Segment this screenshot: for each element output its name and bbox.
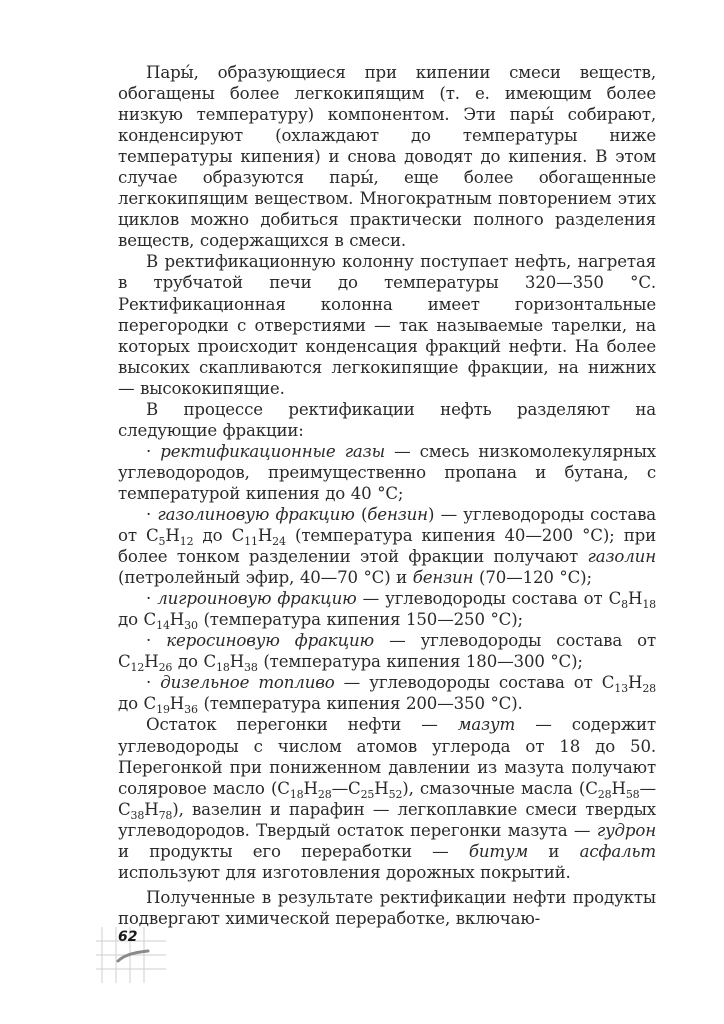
subscript: 28	[317, 787, 332, 801]
text: — углеводороды состава от С	[356, 589, 622, 609]
term: ректификационные газы	[160, 441, 385, 461]
text: Н	[303, 778, 318, 798]
text: (70—120 °С);	[473, 568, 592, 588]
text: и	[528, 841, 580, 861]
term: дизельное топливо	[160, 673, 335, 693]
bullet: ·	[146, 631, 152, 651]
text: до С	[118, 694, 157, 714]
subscript: 11	[244, 535, 258, 549]
subscript: 36	[184, 703, 198, 717]
text: —С	[331, 778, 361, 798]
text: (температура кипения 150—250 °С);	[197, 610, 523, 630]
text: (температура кипения 180—300 °С);	[257, 652, 583, 672]
fraction-item-gases	[118, 441, 656, 504]
paragraph-residue	[118, 714, 656, 882]
subscript: 14	[156, 619, 170, 633]
fraction-item-ligroin	[118, 588, 657, 633]
text: — содержит углеводороды с числом атомов углерода от 18 до 50. Перегонкой при пониженном давлении из мазута получают соляровое масло (С	[118, 715, 656, 798]
subscript: 30	[184, 619, 198, 633]
text: и продукты его переработки —	[118, 841, 469, 861]
subscript: 24	[272, 535, 286, 549]
subscript: 25	[360, 787, 375, 801]
term: газолин	[587, 547, 656, 567]
text: — углеводороды состава от С	[118, 504, 657, 546]
text: Н	[257, 526, 273, 546]
text: (	[354, 504, 368, 524]
subscript: 18	[642, 598, 657, 612]
subscript: 13	[614, 682, 628, 696]
subscript: 38	[130, 808, 145, 822]
subscript: 18	[289, 787, 304, 801]
text: до С	[193, 526, 245, 546]
text: ), вазелин и парафин — легкоплавкие смеси твердых углеводородов. Твердый остаток перегонки мазута —	[118, 799, 656, 840]
fraction-item-kerosene	[118, 630, 657, 675]
subscript: 19	[156, 703, 170, 717]
fraction-item-gasoline	[118, 504, 656, 588]
text: Н	[229, 652, 245, 672]
term: лигроиновую фракцию	[157, 589, 357, 609]
text: Н	[169, 694, 185, 714]
term: керосиновую фракцию	[166, 631, 374, 651]
text: Н	[627, 673, 643, 693]
term: битум	[468, 841, 529, 861]
paragraph-fractions-intro: В процессе ректификации нефть разделяют на следующие фракции:	[118, 399, 656, 440]
text: —С	[118, 778, 656, 819]
subscript: 12	[130, 661, 145, 675]
term: газолиновую фракцию	[157, 504, 355, 524]
text: Остаток перегонки нефти —	[146, 715, 458, 735]
subscript: 58	[625, 787, 640, 801]
text: Н	[627, 589, 643, 609]
page-number-block	[96, 927, 166, 983]
subscript: 26	[158, 661, 173, 675]
text: — углеводороды состава от С	[334, 673, 615, 693]
subscript: 18	[216, 661, 230, 675]
subscript: 8	[621, 598, 628, 612]
fraction-item-diesel	[118, 672, 657, 717]
term: асфальт	[579, 841, 656, 861]
subscript: 52	[388, 787, 403, 801]
bullet: ·	[146, 441, 152, 461]
text: — углеводороды состава от С	[118, 631, 657, 672]
subscript: 5	[158, 535, 166, 549]
term: гудрон	[596, 820, 656, 840]
paragraph-vapors: Пары́, образующиеся при кипении смеси веществ, обогащены более легкокипящим (т. е. имеющим более низкую температуру) компонентом. Эти пары́ собирают, конденсируют (охлаждают до температуры ниже температуры кипения) и снова доводят до кипения. В этом случае образуются пары́, еще более обогащенные легкокипящим веществом. Многократным повторением этих циклов можно добиться практически полного разделения веществ, содержащихся в смеси.	[118, 63, 656, 251]
page-number: 62	[118, 929, 138, 945]
text: (температура кипения 200—350 °С).	[197, 694, 523, 714]
bullet: ·	[146, 673, 152, 693]
subscript: 28	[642, 682, 657, 696]
text: (петролейный эфир, 40—70 °С) и	[118, 568, 413, 588]
bullet: ·	[146, 589, 152, 609]
text: до С	[172, 652, 216, 672]
text: Н	[165, 526, 180, 546]
subscript: 28	[597, 787, 612, 801]
term: бензин	[412, 568, 474, 588]
text: до С	[118, 610, 157, 630]
bullet: ·	[146, 504, 152, 524]
text: Н	[169, 610, 185, 630]
term: бензин	[367, 504, 428, 524]
subscript: 12	[179, 535, 194, 549]
paragraph-column: В ректификационную колонну поступает нефть, нагретая в трубчатой печи до температуры 320—350 °С. Ректификационная колонна имеет горизонтальные перегородки с отверстиями — так называемые тарелки, на которых происходит конденсация фракций нефти. На более высоких скапливаются легкокипящие фракции, на нижних — высококипящие.	[118, 252, 656, 398]
subscript: 78	[158, 808, 173, 822]
page-body	[118, 62, 656, 929]
text: Н	[144, 799, 159, 819]
text: )	[427, 504, 435, 524]
term: мазут	[457, 715, 516, 735]
paragraph-products: Полученные в результате ректификации нефти продукты подвергают химической переработке, включаю-	[118, 887, 656, 928]
text: Н	[144, 652, 159, 672]
text: ), смазочные масла (С	[402, 778, 598, 798]
text: (температура кипения 40—200 °С); при более тонком разделении этой фракции получают	[118, 526, 656, 567]
subscript: 38	[244, 661, 258, 675]
text: Н	[611, 778, 626, 798]
text: Н	[374, 778, 389, 798]
description: — смесь низкомолекулярных углеводородов, преимущественно пропана и бутана, с температурой кипения до 40 °С;	[118, 441, 657, 503]
text: используют для изготовления дорожных покрытий.	[118, 862, 571, 882]
